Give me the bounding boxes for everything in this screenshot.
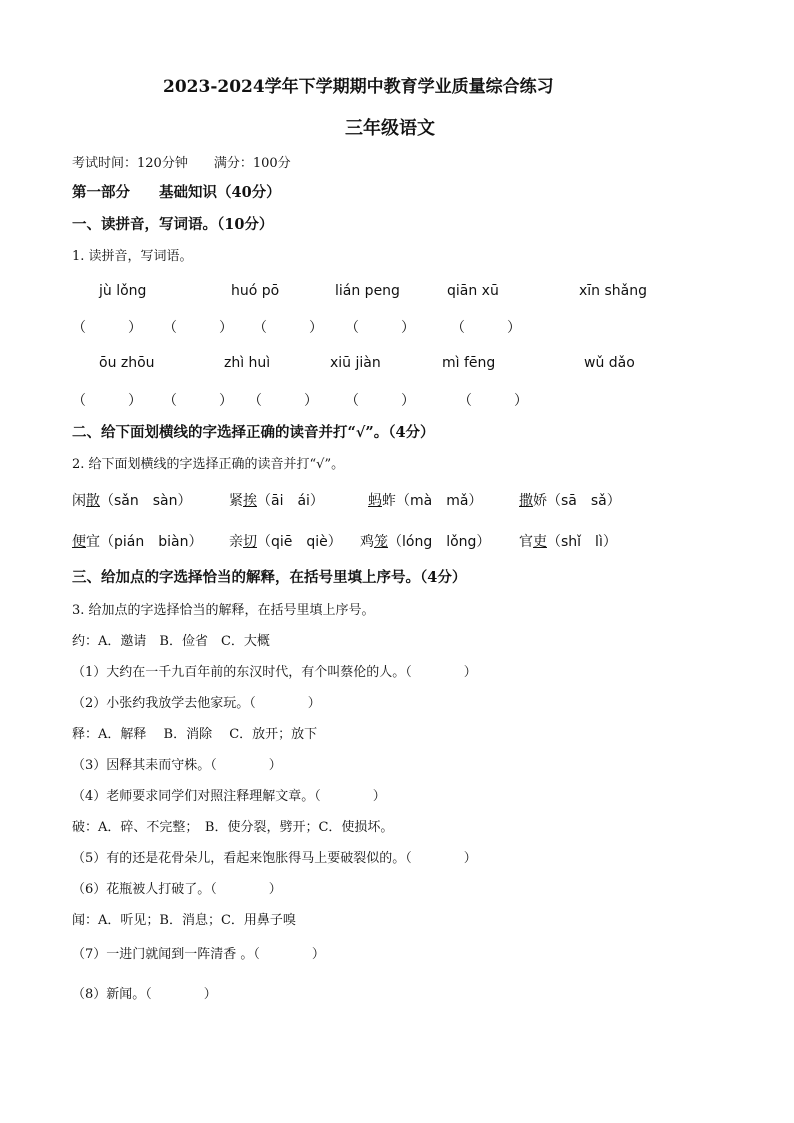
answer-blank[interactable]: （ ） [345, 393, 415, 409]
pinyin: qiān xū [447, 283, 499, 299]
answer-blank[interactable]: （ ） [163, 320, 233, 336]
answer-blank[interactable]: （ ） [458, 393, 528, 409]
question-line[interactable]: （7）一进门就闻到一阵清香 。（ ） [72, 947, 325, 962]
pronunciation-item[interactable]: 紧挨（āi ái） [229, 493, 324, 509]
definition-options: 破：A．碎、不完整； B．使分裂，劈开；C．使损坏。 [72, 820, 394, 835]
answer-blank[interactable]: （ ） [163, 393, 233, 409]
pronunciation-item[interactable]: 官吏（shǐ lì） [519, 534, 617, 550]
section-2-heading: 二、给下面划横线的字选择正确的读音并打“√”。（4分） [72, 424, 435, 441]
pinyin: jù lǒng [99, 283, 147, 299]
question-line[interactable]: （6）花瓶被人打破了。（ ） [72, 882, 282, 897]
pronunciation-item[interactable]: 蚂蚱（mà mǎ） [368, 493, 483, 509]
answer-blank[interactable]: （ ） [253, 320, 323, 336]
page-subtitle: 三年级语文 [345, 118, 435, 139]
question-line[interactable]: （4）老师要求同学们对照注释理解文章。（ ） [72, 789, 386, 804]
answer-blank[interactable]: （ ） [345, 320, 415, 336]
question-line[interactable]: （2）小张约我放学去他家玩。（ ） [72, 696, 321, 711]
pinyin: mì fēng [442, 355, 496, 371]
answer-blank[interactable]: （ ） [248, 393, 318, 409]
section-3-instruction: 3. 给加点的字选择恰当的解释，在括号里填上序号。 [72, 603, 375, 618]
pronunciation-item[interactable]: 亲切（qiē qiè） [229, 534, 342, 550]
part-heading: 第一部分 基础知识（40分） [72, 184, 281, 201]
definition-options: 闻：A．听见；B．消息；C．用鼻子嗅 [72, 913, 296, 928]
section-1-heading: 一、读拼音，写词语。（10分） [72, 216, 274, 233]
pinyin: ōu zhōu [99, 355, 155, 371]
answer-blank[interactable]: （ ） [451, 320, 521, 336]
pinyin: zhì huì [224, 355, 271, 371]
definition-options: 释：A．解释 B．消除 C．放开；放下 [72, 727, 318, 742]
section-3-heading: 三、给加点的字选择恰当的解释，在括号里填上序号。（4分） [72, 569, 467, 586]
pinyin: huó pō [231, 283, 280, 299]
pinyin: xiū jiàn [330, 355, 381, 371]
pronunciation-item[interactable]: 鸡笼（lóng lǒng） [360, 534, 491, 550]
question-line[interactable]: （8）新闻。（ ） [72, 987, 217, 1002]
question-line[interactable]: （1）大约在一千九百年前的东汉时代，有个叫蔡伦的人。（ ） [72, 665, 477, 680]
definition-options: 约：A．邀请 B．俭省 C．大概 [72, 634, 270, 649]
pinyin: wǔ dǎo [584, 355, 635, 371]
exam-info: 考试时间：120分钟 满分：100分 [72, 156, 291, 171]
question-line[interactable]: （3）因释其耒而守株。（ ） [72, 758, 282, 773]
pinyin: lián peng [335, 283, 400, 299]
answer-blank[interactable]: （ ） [72, 320, 142, 336]
pronunciation-item[interactable]: 闲散（sǎn sàn） [72, 493, 192, 509]
section-1-instruction: 1. 读拼音，写词语。 [72, 249, 193, 264]
answer-blank[interactable]: （ ） [72, 393, 142, 409]
pronunciation-item[interactable]: 撒娇（sā sǎ） [519, 493, 621, 509]
question-line[interactable]: （5）有的还是花骨朵儿，看起来饱胀得马上要破裂似的。（ ） [72, 851, 477, 866]
pronunciation-item[interactable]: 便宜（pián biàn） [72, 534, 203, 550]
pinyin: xīn shǎng [579, 283, 648, 299]
page-title: 2023-2024学年下学期期中教育学业质量综合练习 [163, 77, 554, 97]
section-2-instruction: 2. 给下面划横线的字选择正确的读音并打“√”。 [72, 457, 345, 472]
